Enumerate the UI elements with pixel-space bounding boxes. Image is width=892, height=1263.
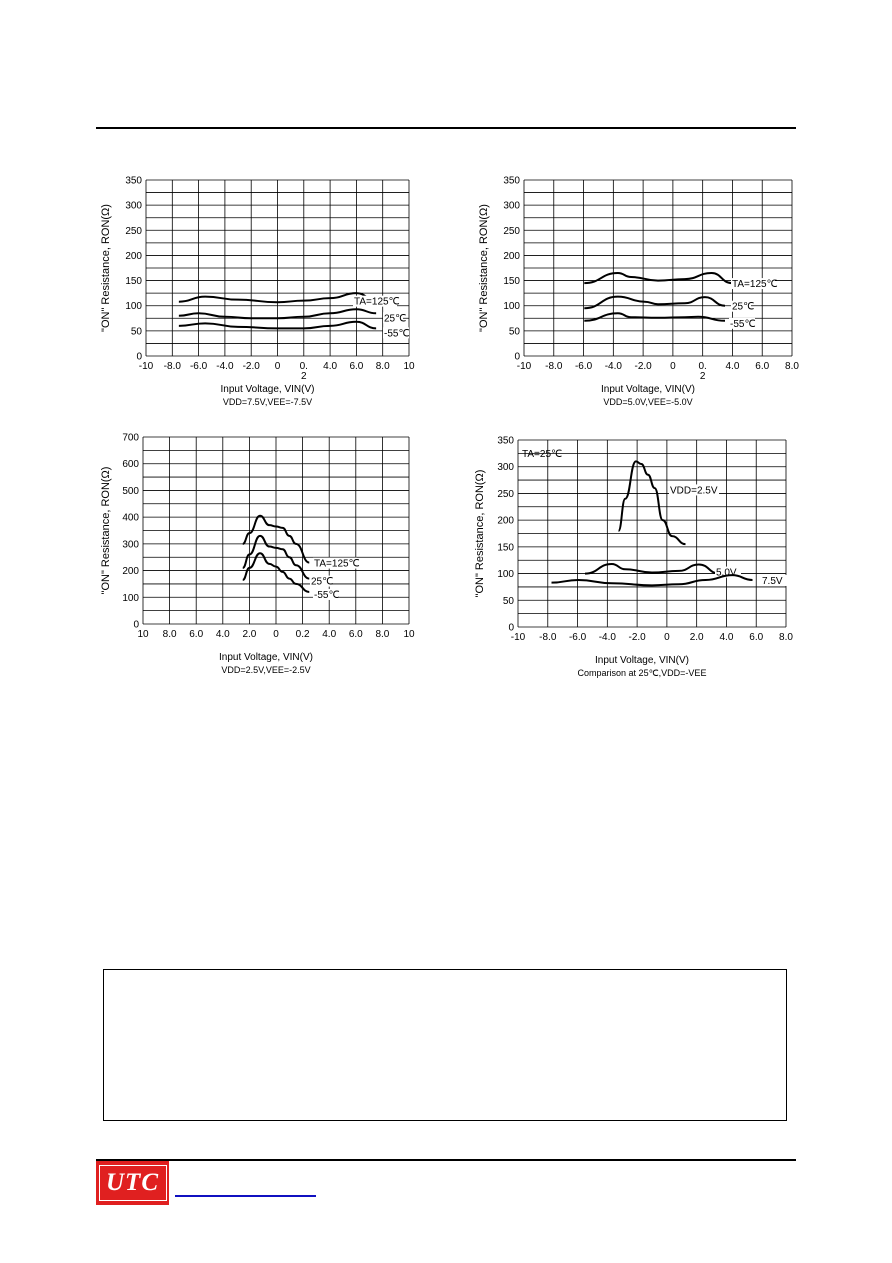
- y-tick-label: 50: [130, 326, 142, 338]
- y-tick-label: 200: [503, 250, 520, 262]
- x-tick-label: -4.0: [604, 361, 622, 372]
- y-tick-label: 50: [508, 326, 520, 338]
- y-tick-label: 200: [125, 250, 142, 262]
- y-tick-label: 300: [125, 200, 142, 212]
- series-label: 25℃: [311, 576, 334, 588]
- y-tick-label: 0: [514, 351, 520, 363]
- y-tick-label: 300: [122, 539, 139, 551]
- y-axis-label: "ON" Resistance, RON(Ω): [478, 204, 490, 332]
- bottom-rule: [96, 1159, 796, 1161]
- y-axis-label: "ON" Resistance, RON(Ω): [474, 469, 486, 598]
- series-line: [584, 313, 725, 321]
- x-axis-label: Input Voltage, VIN(V): [219, 652, 313, 663]
- x-tick-label: 2.0: [689, 632, 704, 643]
- x-tick-label: 6.0: [749, 632, 764, 643]
- x-tick-label: 8.0: [779, 632, 793, 643]
- y-tick-label: 200: [497, 515, 514, 527]
- chart-caption: Comparison at 25℃,VDD=-VEE: [577, 668, 707, 678]
- chart-caption: VDD=7.5V,VEE=-7.5V: [222, 397, 313, 407]
- x-tick-label: -8.0: [539, 632, 557, 643]
- series-line: [584, 297, 725, 309]
- x-tick-label: 6.0: [348, 629, 363, 640]
- y-tick-label: 0: [136, 351, 142, 363]
- x-tick-label: 6.0: [755, 361, 770, 372]
- series-label: TA=125℃: [732, 279, 778, 291]
- x-tick-label: 8.0: [375, 361, 390, 372]
- x-tick-label: 10: [137, 629, 149, 640]
- grid: [518, 440, 786, 627]
- x-tick-label: -8.0: [163, 361, 181, 372]
- y-tick-label: 150: [125, 276, 142, 288]
- x-tick-label: -2.0: [242, 361, 260, 372]
- y-tick-label: 0: [133, 619, 139, 631]
- x-tick-label: -8.0: [545, 361, 563, 372]
- x-tick-label: -10: [510, 632, 526, 643]
- y-tick-label: 350: [503, 175, 520, 187]
- chart-ron-2v5: [96, 428, 426, 678]
- x-tick-label: 8.0: [785, 361, 799, 372]
- x-tick-label: 8.0: [375, 629, 390, 640]
- x-tick-label: -2.0: [634, 361, 652, 372]
- chart-annotation: TA=25℃: [522, 449, 563, 460]
- x-tick-label: 8.0: [162, 629, 177, 640]
- series-label: 25℃: [384, 313, 407, 325]
- series-label: VDD=2.5V: [670, 485, 718, 497]
- x-tick-label: -10: [138, 361, 154, 372]
- x-tick-label: 0: [664, 632, 670, 643]
- y-tick-label: 300: [503, 200, 520, 212]
- series-label: 25℃: [732, 301, 755, 313]
- y-tick-label: 250: [503, 225, 520, 237]
- x-tick-label: -10: [516, 361, 532, 372]
- x-tick-label: 10: [403, 629, 415, 640]
- y-tick-label: 100: [503, 301, 520, 313]
- series-label: TA=125℃: [354, 296, 400, 308]
- x-tick-label: -4.0: [598, 632, 616, 643]
- y-tick-label: 150: [497, 542, 514, 554]
- y-axis-label: "ON" Resistance, RON(Ω): [100, 204, 112, 332]
- y-tick-label: 350: [125, 175, 142, 187]
- x-tick-label: 4.0: [725, 361, 740, 372]
- x-tick-label: 0: [274, 361, 281, 372]
- y-tick-label: 600: [122, 459, 139, 471]
- x-tick-label: 6.0: [349, 361, 364, 372]
- x-tick-label: -6.0: [568, 632, 587, 643]
- x-tick-label: 6.0: [189, 629, 204, 640]
- chart-ron-7v5: [96, 172, 426, 417]
- y-tick-label: 100: [497, 569, 514, 581]
- chart-caption: VDD=2.5V,VEE=-2.5V: [221, 665, 311, 675]
- series-line: [552, 575, 753, 585]
- x-tick-label: 0.: [299, 361, 308, 372]
- x-tick-label-sub: 2: [301, 371, 307, 382]
- grid: [146, 180, 409, 356]
- notice-box: [103, 969, 787, 1121]
- x-tick-label: -2.0: [628, 632, 646, 643]
- y-tick-label: 100: [125, 301, 142, 313]
- y-tick-label: 100: [122, 592, 139, 604]
- x-tick-label: 2.0: [242, 629, 257, 640]
- website-link[interactable]: [175, 1195, 316, 1197]
- x-tick-label: 4.0: [323, 361, 338, 372]
- series-label: -55℃: [314, 589, 340, 601]
- x-axis-label: Input Voltage, VIN(V): [601, 384, 695, 395]
- y-tick-label: 350: [497, 435, 514, 447]
- x-tick-label: 10: [403, 361, 415, 372]
- x-tick-label: -4.0: [216, 361, 234, 372]
- grid: [143, 437, 409, 624]
- y-tick-label: 150: [503, 276, 520, 288]
- y-tick-label: 0: [508, 622, 514, 634]
- y-tick-label: 200: [122, 566, 139, 578]
- y-axis-label: "ON" Resistance, RON(Ω): [100, 466, 112, 595]
- x-tick-label-sub: 2: [699, 371, 706, 382]
- y-tick-label: 300: [497, 462, 514, 474]
- series-label: TA=125℃: [314, 558, 360, 570]
- top-rule: [96, 127, 796, 129]
- x-tick-label: -6.0: [189, 361, 208, 372]
- series-label: -55℃: [384, 328, 410, 340]
- y-tick-label: 700: [122, 432, 139, 444]
- series-line: [584, 273, 731, 283]
- series-label: 5.0V: [716, 567, 737, 579]
- x-axis-label: Input Voltage, VIN(V): [220, 384, 315, 395]
- y-tick-label: 500: [122, 485, 139, 497]
- y-tick-label: 250: [497, 488, 514, 500]
- x-tick-label: 4.0: [215, 629, 230, 640]
- series-line: [619, 461, 686, 544]
- x-tick-label: 4.0: [719, 632, 734, 643]
- y-tick-label: 400: [122, 512, 139, 524]
- chart-caption: VDD=5.0V,VEE=-5.0V: [603, 397, 693, 407]
- series-label: 7.5V: [762, 575, 783, 587]
- series-label: -55℃: [730, 318, 756, 330]
- x-tick-label: -6.0: [574, 361, 593, 372]
- chart-ron-5v: [474, 172, 804, 417]
- y-tick-label: 50: [502, 595, 514, 607]
- x-tick-label: 0.: [698, 361, 707, 372]
- series-line: [585, 564, 719, 574]
- y-tick-label: 250: [125, 225, 142, 237]
- x-tick-label: 0.2: [295, 629, 310, 640]
- x-axis-label: Input Voltage, VIN(V): [595, 655, 689, 666]
- x-tick-label: 0: [670, 361, 676, 372]
- utc-logo: [96, 1161, 169, 1205]
- chart-ron-comparison: [470, 430, 800, 680]
- logo-text: UTC: [106, 1169, 159, 1196]
- x-tick-label: 0: [273, 629, 279, 640]
- x-tick-label: 4.0: [322, 629, 337, 640]
